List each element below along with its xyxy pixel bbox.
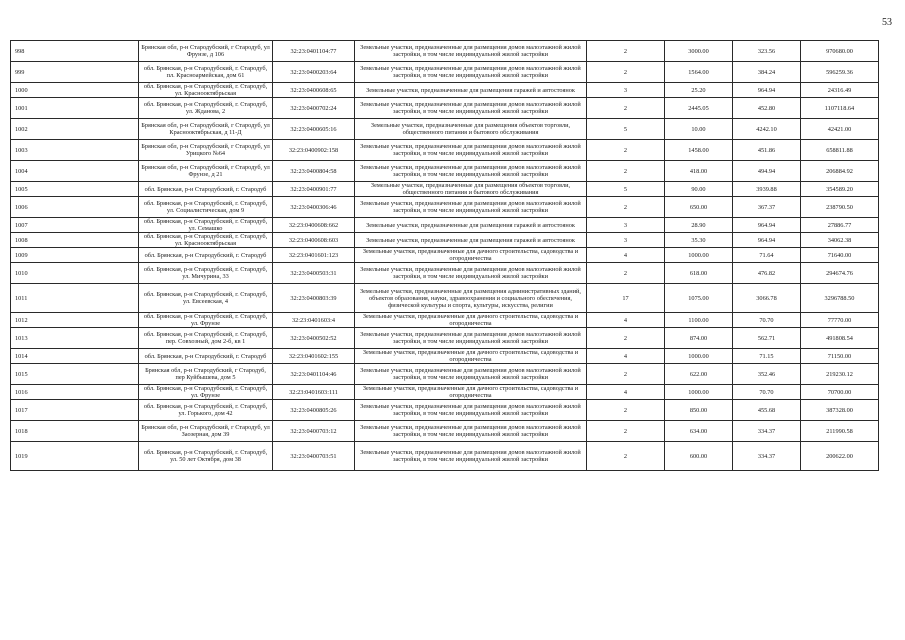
row-number: 1019 (11, 442, 139, 471)
cadastral-value-cell: 3296788.50 (801, 284, 879, 313)
area-cell: 1075.00 (665, 284, 733, 313)
unit-price-cell: 334.37 (733, 442, 801, 471)
area-cell: 650.00 (665, 197, 733, 218)
unit-price-cell: 455.68 (733, 400, 801, 421)
cadastral-value-cell: 211990.58 (801, 421, 879, 442)
table-row (11, 385, 879, 400)
cadastral-value-cell: 596259.36 (801, 62, 879, 83)
cadastral-value-cell: 219230.12 (801, 364, 879, 385)
category-cell: 2 (587, 364, 665, 385)
land-use-cell: Земельные участки, предназначенные для дачного строительства, садоводства и огородничества (355, 313, 587, 328)
land-use-cell: Земельные участки, предназначенные для размещения объектов торговли, общественного питания и бытового обслуживания (355, 119, 587, 140)
cadastral-value-cell: 200622.00 (801, 442, 879, 471)
table-row (11, 182, 879, 197)
row-number: 998 (11, 41, 139, 62)
table-row (11, 62, 879, 83)
cadastral-number-cell: 32:23:0401104:77 (273, 41, 355, 62)
land-use-cell: Земельные участки, предназначенные для размещения домов малоэтажной жилой застройки, в том числе индивидуальной жилой застройки (355, 263, 587, 284)
cadastral-value-cell: 27886.77 (801, 218, 879, 233)
cadastral-value-cell: 658811.88 (801, 140, 879, 161)
cadastral-number-cell: 32:23:0400605:16 (273, 119, 355, 140)
category-cell: 4 (587, 313, 665, 328)
cadastral-value-cell: 42421.00 (801, 119, 879, 140)
row-number: 1004 (11, 161, 139, 182)
row-number: 1016 (11, 385, 139, 400)
table-row (11, 41, 879, 62)
area-cell: 1000.00 (665, 349, 733, 364)
category-cell: 4 (587, 349, 665, 364)
cadastral-number-cell: 32:23:0400901:77 (273, 182, 355, 197)
land-use-cell: Земельные участки, предназначенные для дачного строительства, садоводства и огородничества (355, 349, 587, 364)
cadastral-number-cell: 32:23:0400804:58 (273, 161, 355, 182)
table-row (11, 140, 879, 161)
row-number: 999 (11, 62, 139, 83)
area-cell: 28.90 (665, 218, 733, 233)
row-number: 1005 (11, 182, 139, 197)
area-cell: 1564.00 (665, 62, 733, 83)
land-use-cell: Земельные участки, предназначенные для размещения домов малоэтажной жилой застройки, в том числе индивидуальной жилой застройки (355, 161, 587, 182)
area-cell: 622.00 (665, 364, 733, 385)
address-cell: Брянская обл, р-н Стародубский, г Стародуб, ул Фрунзе, д 106 (139, 41, 273, 62)
unit-price-cell: 3066.78 (733, 284, 801, 313)
category-cell: 3 (587, 83, 665, 98)
land-use-cell: Земельные участки, предназначенные для дачного строительства, садоводства и огородничества (355, 385, 587, 400)
cadastral-value-cell: 294674.76 (801, 263, 879, 284)
category-cell: 2 (587, 62, 665, 83)
unit-price-cell: 71.64 (733, 248, 801, 263)
area-cell: 3000.00 (665, 41, 733, 62)
page-number: 53 (882, 17, 892, 28)
cadastral-value-cell: 71640.00 (801, 248, 879, 263)
cadastral-value-cell: 70700.00 (801, 385, 879, 400)
land-use-cell: Земельные участки, предназначенные для размещения объектов торговли, общественного питания и бытового обслуживания (355, 182, 587, 197)
row-number: 1001 (11, 98, 139, 119)
unit-price-cell: 334.37 (733, 421, 801, 442)
cadastral-value-cell: 387328.00 (801, 400, 879, 421)
cadastral-number-cell: 32:23:0400502:52 (273, 328, 355, 349)
address-cell: обл. Брянская, р-н Стародубский, г. Стародуб, ул. Фрунзе (139, 385, 273, 400)
row-number: 1009 (11, 248, 139, 263)
address-cell: обл. Брянская, р-н Стародубский, г. Стародуб, пл. Красноармейская, дом 61 (139, 62, 273, 83)
cadastral-number-cell: 32:23:0400803:39 (273, 284, 355, 313)
category-cell: 4 (587, 385, 665, 400)
unit-price-cell: 70.70 (733, 313, 801, 328)
land-use-cell: Земельные участки, предназначенные для размещения домов малоэтажной жилой застройки, в том числе индивидуальной жилой застройки (355, 140, 587, 161)
land-use-cell: Земельные участки, предназначенные для размещения гаражей и автостоянок (355, 218, 587, 233)
area-cell: 634.00 (665, 421, 733, 442)
row-number: 1012 (11, 313, 139, 328)
cadastral-number-cell: 32:23:0400703:12 (273, 421, 355, 442)
cadastral-value-cell: 206884.92 (801, 161, 879, 182)
row-number: 1002 (11, 119, 139, 140)
table-row (11, 328, 879, 349)
cadastral-number-cell: 32:23:0400805:26 (273, 400, 355, 421)
land-plots-table (10, 40, 879, 471)
unit-price-cell: 451.86 (733, 140, 801, 161)
unit-price-cell: 562.71 (733, 328, 801, 349)
cadastral-value-cell: 491808.54 (801, 328, 879, 349)
cadastral-number-cell: 32:23:0400608:662 (273, 218, 355, 233)
unit-price-cell: 3939.88 (733, 182, 801, 197)
address-cell: обл. Брянская, р-н Стародубский, г. Стародуб, пер. Совхозный, дом 2-б, кв 1 (139, 328, 273, 349)
unit-price-cell: 476.82 (733, 263, 801, 284)
area-cell: 90.00 (665, 182, 733, 197)
land-use-cell: Земельные участки, предназначенные для размещения домов малоэтажной жилой застройки, в том числе индивидуальной жилой застройки (355, 364, 587, 385)
category-cell: 2 (587, 98, 665, 119)
table-row (11, 313, 879, 328)
category-cell: 5 (587, 119, 665, 140)
area-cell: 25.20 (665, 83, 733, 98)
area-cell: 10.00 (665, 119, 733, 140)
unit-price-cell: 4242.10 (733, 119, 801, 140)
address-cell: обл. Брянская, р-н Стародубский, г. Стародуб, ул. Социалистическая, дом 9 (139, 197, 273, 218)
address-cell: Брянская обл, р-н Стародубский, г Стародуб, ул Фрунзе, д 21 (139, 161, 273, 182)
table-row (11, 98, 879, 119)
address-cell: обл. Брянская, р-н Стародубский, г. Стародуб, ул. Краснооктябрьская (139, 83, 273, 98)
unit-price-cell: 70.70 (733, 385, 801, 400)
unit-price-cell: 964.94 (733, 83, 801, 98)
land-use-cell: Земельные участки, предназначенные для размещения административных зданий, объектов образования, науки, здравоохранения и социального обеспечения, физической культуры и спорта, культуры, искусства, религии (355, 284, 587, 313)
category-cell: 2 (587, 263, 665, 284)
cadastral-number-cell: 32:23:0401603:4 (273, 313, 355, 328)
unit-price-cell: 384.24 (733, 62, 801, 83)
category-cell: 2 (587, 197, 665, 218)
row-number: 1000 (11, 83, 139, 98)
row-number: 1018 (11, 421, 139, 442)
area-cell: 1000.00 (665, 385, 733, 400)
area-cell: 874.00 (665, 328, 733, 349)
table-row (11, 349, 879, 364)
category-cell: 2 (587, 161, 665, 182)
address-cell: обл. Брянская, р-н Стародубский, г. Стародуб, ул. Мичурина, 33 (139, 263, 273, 284)
table-row (11, 263, 879, 284)
row-number: 1003 (11, 140, 139, 161)
land-use-cell: Земельные участки, предназначенные для размещения домов малоэтажной жилой застройки, в том числе индивидуальной жилой застройки (355, 197, 587, 218)
unit-price-cell: 367.37 (733, 197, 801, 218)
category-cell: 3 (587, 218, 665, 233)
table-row (11, 233, 879, 248)
table-row (11, 218, 879, 233)
address-cell: обл. Брянская, р-н Стародубский, г. Стародуб (139, 349, 273, 364)
cadastral-number-cell: 32:23:0401104:46 (273, 364, 355, 385)
cadastral-value-cell: 1107118.64 (801, 98, 879, 119)
row-number: 1015 (11, 364, 139, 385)
category-cell: 2 (587, 400, 665, 421)
cadastral-number-cell: 32:23:0400703:51 (273, 442, 355, 471)
address-cell: Брянская обл, р-н Стародубский, г Стародуб, пер Куйбышева, дом 5 (139, 364, 273, 385)
land-use-cell: Земельные участки, предназначенные для размещения домов малоэтажной жилой застройки, в том числе индивидуальной жилой застройки (355, 328, 587, 349)
cadastral-number-cell: 32:23:0401601:123 (273, 248, 355, 263)
land-use-cell: Земельные участки, предназначенные для размещения домов малоэтажной жилой застройки, в том числе индивидуальной жилой застройки (355, 400, 587, 421)
cadastral-number-cell: 32:23:0400503:31 (273, 263, 355, 284)
row-number: 1011 (11, 284, 139, 313)
address-cell: Брянская обл, р-н Стародубский, г Стародуб, ул Краснооктябрьская, д 11-Д (139, 119, 273, 140)
unit-price-cell: 452.80 (733, 98, 801, 119)
area-cell: 2445.05 (665, 98, 733, 119)
address-cell: обл. Брянская, р-н Стародубский, г. Стародуб, ул. Фрунзе (139, 313, 273, 328)
land-use-cell: Земельные участки, предназначенные для размещения домов малоэтажной жилой застройки, в том числе индивидуальной жилой застройки (355, 41, 587, 62)
category-cell: 5 (587, 182, 665, 197)
table-row (11, 284, 879, 313)
category-cell: 2 (587, 442, 665, 471)
category-cell: 4 (587, 248, 665, 263)
cadastral-number-cell: 32:23:0400902:158 (273, 140, 355, 161)
table-row (11, 83, 879, 98)
row-number: 1006 (11, 197, 139, 218)
table-row (11, 119, 879, 140)
table-row (11, 400, 879, 421)
row-number: 1013 (11, 328, 139, 349)
cadastral-number-cell: 32:23:0400203:64 (273, 62, 355, 83)
land-use-cell: Земельные участки, предназначенные для размещения домов малоэтажной жилой застройки, в том числе индивидуальной жилой застройки (355, 98, 587, 119)
table-row (11, 421, 879, 442)
table-body (11, 41, 879, 471)
address-cell: обл. Брянская, р-н Стародубский, г. Стародуб (139, 248, 273, 263)
land-use-cell: Земельные участки, предназначенные для размещения домов малоэтажной жилой застройки, в том числе индивидуальной жилой застройки (355, 62, 587, 83)
land-use-cell: Земельные участки, предназначенные для размещения гаражей и автостоянок (355, 83, 587, 98)
unit-price-cell: 323.56 (733, 41, 801, 62)
land-use-cell: Земельные участки, предназначенные для размещения домов малоэтажной жилой застройки, в том числе индивидуальной жилой застройки (355, 442, 587, 471)
cadastral-number-cell: 32:23:0401602:155 (273, 349, 355, 364)
cadastral-value-cell: 238790.50 (801, 197, 879, 218)
cadastral-value-cell: 34062.38 (801, 233, 879, 248)
unit-price-cell: 964.94 (733, 233, 801, 248)
area-cell: 618.00 (665, 263, 733, 284)
area-cell: 1000.00 (665, 248, 733, 263)
area-cell: 850.00 (665, 400, 733, 421)
unit-price-cell: 71.15 (733, 349, 801, 364)
area-cell: 35.30 (665, 233, 733, 248)
cadastral-number-cell: 32:23:0400306:46 (273, 197, 355, 218)
row-number: 1010 (11, 263, 139, 284)
unit-price-cell: 352.46 (733, 364, 801, 385)
cadastral-value-cell: 354589.20 (801, 182, 879, 197)
address-cell: обл. Брянская, р-н Стародубский, г. Стародуб, ул. Евсеевская, 4 (139, 284, 273, 313)
row-number: 1014 (11, 349, 139, 364)
cadastral-number-cell: 32:23:0401603:111 (273, 385, 355, 400)
table-row (11, 364, 879, 385)
land-use-cell: Земельные участки, предназначенные для размещения гаражей и автостоянок (355, 233, 587, 248)
category-cell: 2 (587, 421, 665, 442)
cadastral-number-cell: 32:23:0400608:65 (273, 83, 355, 98)
row-number: 1007 (11, 218, 139, 233)
category-cell: 2 (587, 328, 665, 349)
land-use-cell: Земельные участки, предназначенные для дачного строительства, садоводства и огородничества (355, 248, 587, 263)
area-cell: 1100.00 (665, 313, 733, 328)
area-cell: 600.00 (665, 442, 733, 471)
table-row (11, 197, 879, 218)
cadastral-value-cell: 24316.49 (801, 83, 879, 98)
table-row (11, 442, 879, 471)
address-cell: обл. Брянская, р-н Стародубский, г. Стародуб, ул. Жданова, 2 (139, 98, 273, 119)
land-use-cell: Земельные участки, предназначенные для размещения домов малоэтажной жилой застройки, в том числе индивидуальной жилой застройки (355, 421, 587, 442)
address-cell: обл. Брянская, р-н Стародубский, г. Стародуб, ул. Краснооктябрьская (139, 233, 273, 248)
row-number: 1008 (11, 233, 139, 248)
cadastral-value-cell: 970680.00 (801, 41, 879, 62)
table-row (11, 248, 879, 263)
table-row (11, 161, 879, 182)
unit-price-cell: 494.94 (733, 161, 801, 182)
unit-price-cell: 964.94 (733, 218, 801, 233)
address-cell: Брянская обл, р-н Стародубский, г Стародуб, ул Урицкого №64 (139, 140, 273, 161)
cadastral-number-cell: 32:23:0400702:24 (273, 98, 355, 119)
category-cell: 3 (587, 233, 665, 248)
address-cell: Брянская обл, р-н Стародубский, г Стародуб, ул Заозерная, дом 39 (139, 421, 273, 442)
address-cell: обл. Брянская, р-н Стародубский, г. Стародуб, ул. Семашко (139, 218, 273, 233)
cadastral-number-cell: 32:23:0400608:603 (273, 233, 355, 248)
category-cell: 17 (587, 284, 665, 313)
row-number: 1017 (11, 400, 139, 421)
area-cell: 418.00 (665, 161, 733, 182)
cadastral-value-cell: 77770.00 (801, 313, 879, 328)
address-cell: обл. Брянская, р-н Стародубский, г. Стародуб, ул. 50 лет Октября, дом 38 (139, 442, 273, 471)
address-cell: обл. Брянская, р-н Стародубский, г. Стародуб, ул. Горького, дом 42 (139, 400, 273, 421)
cadastral-value-cell: 71150.00 (801, 349, 879, 364)
address-cell: обл. Брянская, р-н Стародубский, г. Стародуб (139, 182, 273, 197)
category-cell: 2 (587, 41, 665, 62)
category-cell: 2 (587, 140, 665, 161)
area-cell: 1458.00 (665, 140, 733, 161)
